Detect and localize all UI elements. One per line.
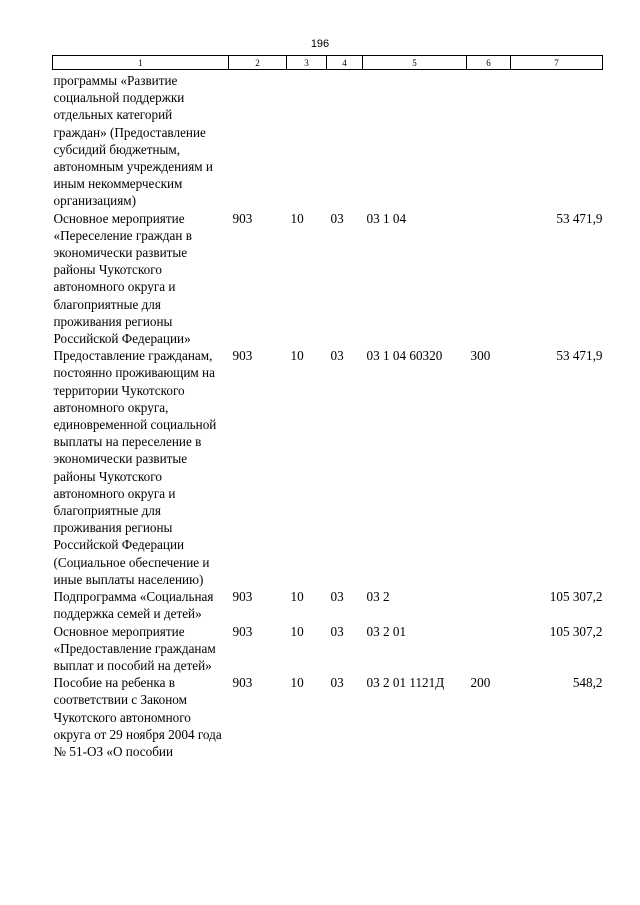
budget-table [52,55,603,760]
row-subsection-code: 03 [330,348,344,364]
column-header-2: 2 [229,56,287,70]
row-ministry-code: 903 [232,210,253,226]
column-header-4: 4 [327,56,363,70]
row-subsection-code: 03 [330,210,344,226]
table-row [53,674,603,760]
row-expense-type: 300 [470,348,491,364]
row-target-article: 03 1 04 [366,210,407,226]
row-expense-type [467,623,511,675]
row-amount: 548,2 [572,675,603,691]
row-target-article [363,70,467,210]
row-expense-type: 200 [470,675,491,691]
row-section-code: 10 [290,210,304,226]
row-amount: 105 307,2 [549,623,603,639]
row-amount: 53 471,9 [556,210,603,226]
header-row [53,56,603,70]
row-name: Предоставление гражданам, постоянно проживающим на территории Чукотского автономного округа, единовременной социальной выплаты на переселение в экономически развитые районы Чукотского автономного округа и благоприятные для проживания регионы Российской Федерации (Социальное обеспечение и иные выплаты населению) [53,348,217,587]
row-ministry-code: 903 [232,589,253,605]
row-section-code: 10 [290,623,304,639]
row-name: Основное мероприятие «Переселение граждан в экономически развитые районы Чукотского автономного округа и благоприятные для проживания регионы Российской Федерации» [53,210,192,347]
row-subsection-code: 03 [330,623,344,639]
row-ministry-code: 903 [232,623,253,639]
row-target-article: 03 2 01 [366,623,407,639]
row-ministry-code: 903 [232,675,253,691]
row-ministry-code [229,70,287,210]
row-name: Пособие на ребенка в соответствии с Законом Чукотского автономного округа от 29 ноября 2004 года № 51-ОЗ «О пособии [53,675,222,759]
row-expense-type [467,210,511,348]
column-header-6: 6 [467,56,511,70]
row-subsection-code [327,70,363,210]
row-amount [511,70,603,210]
row-ministry-code: 903 [232,348,253,364]
table-row [53,623,603,675]
column-header-5: 5 [363,56,467,70]
table-row [53,588,603,622]
column-header-7: 7 [511,56,603,70]
column-header-1: 1 [53,56,229,70]
row-amount: 105 307,2 [549,589,603,605]
row-name: Основное мероприятие «Предоставление гражданам выплат и пособий на детей» [53,623,216,673]
row-section-code: 10 [290,675,304,691]
row-section-code: 10 [290,348,304,364]
table-row [53,210,603,348]
row-subsection-code: 03 [330,589,344,605]
page-number: 196 [310,38,330,50]
row-section-code: 10 [290,589,304,605]
row-expense-type [467,70,511,210]
row-amount: 53 471,9 [556,348,603,364]
row-expense-type [467,588,511,622]
table-row [53,70,603,210]
row-name: Подпрограмма «Социальная поддержка семей и детей» [53,589,214,622]
row-target-article: 03 2 01 1121Д [366,675,445,691]
row-target-article: 03 1 04 60320 [366,348,443,364]
column-header-3: 3 [287,56,327,70]
table-row [53,347,603,588]
row-section-code [287,70,327,210]
row-name: программы «Развитие социальной поддержки отдельных категорий граждан» (Предоставление субсидий бюджетным, автономным учреждениям и иным некоммерческим организациям) [53,73,213,209]
row-target-article: 03 2 [366,589,390,605]
row-subsection-code: 03 [330,675,344,691]
